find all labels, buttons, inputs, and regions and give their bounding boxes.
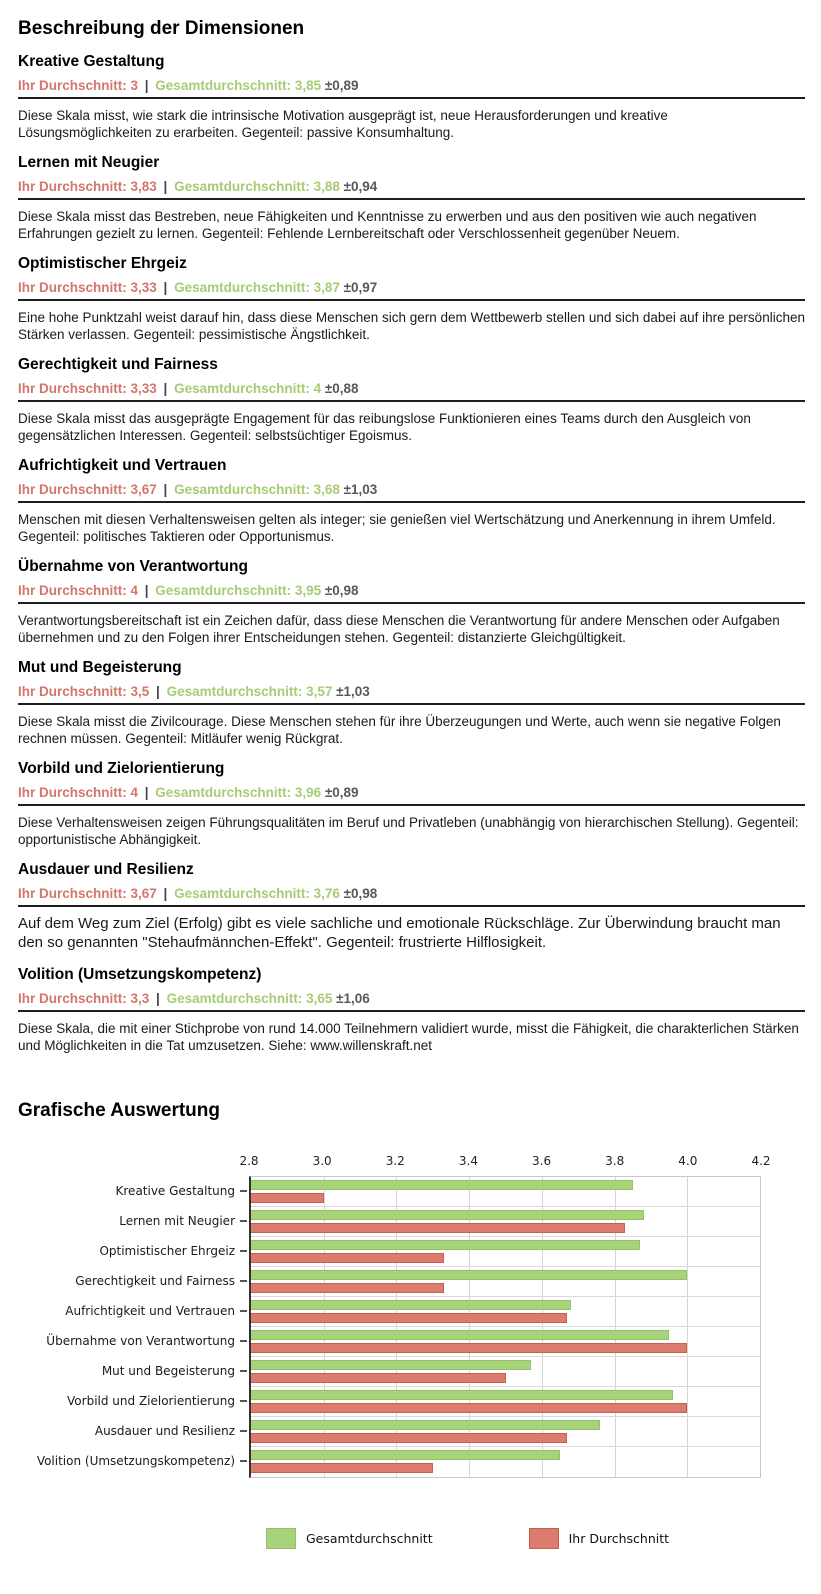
stats-line (18, 381, 805, 396)
x-tick-label: 4.2 (751, 1153, 771, 1168)
bar-overall-average (251, 1450, 560, 1460)
x-axis (239, 1153, 771, 1176)
stddev-value: ±0,98 (321, 583, 359, 598)
stats-separator: | (141, 78, 153, 93)
x-tick-label: 4.0 (678, 1153, 698, 1168)
stats-separator: | (159, 179, 172, 194)
section-heading: Aufrichtigkeit und Vertrauen (18, 457, 227, 474)
bar-your-average (251, 1373, 506, 1383)
category-label: Volition (Umsetzungskompetenz) (36, 1453, 235, 1468)
category-tick-mark (240, 1340, 247, 1342)
category-label-row (18, 1266, 249, 1296)
section-description: Diese Verhaltensweisen zeigen Führungsqualitäten im Beruf und Privatleben (unabhängig von hierarchischen Stellung). Gegenteil: opportunistische Abhängigkeit. (18, 815, 799, 847)
x-tick-label: 3.6 (532, 1153, 552, 1168)
section-divider (18, 602, 805, 604)
bar-overall-average (251, 1300, 571, 1310)
category-tick-mark (240, 1370, 247, 1372)
bar-your-average (251, 1463, 433, 1473)
category-label: Aufrichtigkeit und Vertrauen (65, 1303, 235, 1318)
category-label-row (18, 1176, 249, 1206)
page-title: Beschreibung der Dimensionen (18, 18, 305, 39)
category-label: Optimistischer Ehrgeiz (99, 1243, 235, 1258)
dimension-section (18, 457, 805, 545)
bar-overall-average (251, 1390, 673, 1400)
section-description: Diese Skala misst, wie stark die intrinsische Motivation ausgeprägt ist, neue Herausforderungen und kreative Lösungsmöglichkeiten zu erarbeiten. Gegenteil: passive Konsumhaltung. (18, 108, 668, 140)
category-tick-mark (240, 1460, 247, 1462)
your-average-value: Ihr Durchschnitt: 3,83 (18, 179, 157, 194)
chart-row (251, 1417, 760, 1447)
overall-average-value: Gesamtdurchschnitt: 3,76 (174, 886, 340, 901)
category-tick-mark (240, 1400, 247, 1402)
your-average-value: Ihr Durchschnitt: 3,33 (18, 381, 157, 396)
category-label-row (18, 1236, 249, 1266)
category-tick-mark (240, 1310, 247, 1312)
your-average-value: Ihr Durchschnitt: 3,67 (18, 886, 157, 901)
stats-separator: | (152, 990, 164, 1006)
dimension-section (18, 558, 805, 646)
legend-label: Ihr Durchschnitt (568, 1530, 670, 1546)
section-divider (18, 703, 805, 705)
bar-your-average (251, 1313, 567, 1323)
x-tick-label: 3.8 (605, 1153, 625, 1168)
x-tick-label: 2.8 (239, 1153, 259, 1168)
overall-average-value: Gesamtdurchschnitt: 3,87 (174, 280, 340, 295)
category-label: Mut und Begeisterung (101, 1363, 235, 1378)
stddev-value: ±1,06 (332, 990, 370, 1006)
section-description: Verantwortungsbereitschaft ist ein Zeichen dafür, dass diese Menschen die Verantwortung für andere Menschen oder Aufgaben übernehmen und zu den Folgen ihrer Entscheidungen stehen. Gegenteil: distanzierte Gleichgültigkeit. (18, 613, 780, 645)
x-tick-label: 3.0 (312, 1153, 332, 1168)
bar-your-average (251, 1223, 625, 1233)
legend-swatch (529, 1528, 559, 1549)
section-divider (18, 97, 805, 99)
section-heading: Übernahme von Verantwortung (18, 558, 248, 575)
your-average-value: Ihr Durchschnitt: 3,33 (18, 280, 157, 295)
category-label-row (18, 1446, 249, 1476)
bar-overall-average (251, 1360, 531, 1370)
category-label: Kreative Gestaltung (115, 1183, 235, 1198)
bar-your-average (251, 1433, 567, 1443)
stddev-value: ±0,89 (321, 78, 359, 93)
category-tick-mark (240, 1280, 247, 1282)
dimension-section (18, 659, 805, 747)
your-average-value: Ihr Durchschnitt: 3 (18, 78, 139, 93)
category-label: Ausdauer und Resilienz (94, 1423, 235, 1438)
section-description: Menschen mit diesen Verhaltensweisen gelten als integer; sie genießen viel Wertschätzung und Anerkennung in ihrem Umfeld. Gegenteil: politisches Taktieren oder Opportunismus. (18, 512, 776, 544)
stddev-value: ±0,98 (339, 886, 378, 901)
stddev-value: ±0,88 (321, 381, 359, 396)
bar-overall-average (251, 1270, 687, 1280)
category-label: Vorbild und Zielorientierung (67, 1393, 235, 1408)
category-tick-mark (240, 1220, 247, 1222)
stats-line (18, 280, 805, 295)
bar-your-average (251, 1193, 324, 1203)
your-average-value: Ihr Durchschnitt: 4 (18, 785, 139, 800)
stats-separator: | (141, 583, 153, 598)
overall-average-value: Gesamtdurchschnitt: 3,57 (166, 684, 333, 699)
section-description: Diese Skala misst die Zivilcourage. Diese Menschen stehen für ihre Überzeugungen und Werte, auch wenn sie negative Folgen rechnen müssen. Gegenteil: Mitläufer wenig Rückgrat. (18, 714, 781, 746)
plot-area (249, 1176, 761, 1478)
legend-item (266, 1528, 433, 1549)
chart-legend (96, 1528, 821, 1549)
legend-item (529, 1528, 669, 1549)
stats-line (18, 991, 805, 1006)
section-description: Diese Skala, die mit einer Stichprobe von rund 14.000 Teilnehmern validiert wurde, misst die Fähigkeit, die charakterlichen Stärken und Möglichkeiten in die Tat umzusetzen. Siehe: www.willenskraft.net (18, 1020, 799, 1053)
section-divider (18, 905, 805, 907)
chart-row (251, 1237, 760, 1267)
dimension-section (18, 154, 805, 242)
bar-your-average (251, 1403, 687, 1413)
section-heading: Optimistischer Ehrgeiz (18, 255, 187, 272)
chart-corner-spacer (18, 1154, 249, 1176)
bar-overall-average (251, 1330, 669, 1340)
stddev-value: ±0,89 (321, 785, 359, 800)
x-tick-label: 3.4 (458, 1153, 478, 1168)
stats-separator: | (159, 482, 172, 497)
category-label-row (18, 1356, 249, 1386)
chart-grid (18, 1153, 771, 1478)
bar-your-average (251, 1283, 444, 1293)
dimension-section (18, 53, 805, 141)
section-heading: Ausdauer und Resilienz (18, 861, 194, 878)
overall-average-value: Gesamtdurchschnitt: 3,96 (155, 785, 322, 800)
category-tick-mark (240, 1430, 247, 1432)
stats-line (18, 583, 805, 598)
section-heading: Vorbild und Zielorientierung (18, 760, 225, 777)
stats-line (18, 78, 805, 93)
dimension-section (18, 356, 805, 444)
section-heading: Gerechtigkeit und Fairness (18, 356, 218, 373)
stddev-value: ±0,97 (339, 280, 378, 295)
chart-row (251, 1447, 760, 1477)
chart-row (251, 1387, 760, 1417)
stats-separator: | (141, 785, 153, 800)
category-label: Übernahme von Verantwortung (46, 1333, 235, 1348)
stats-line (18, 482, 805, 497)
section-description: Diese Skala misst das Bestreben, neue Fähigkeiten und Kenntnisse zu erwerben und aus den positiven wie auch negativen Erfahrungen gezielt zu lernen. Gegenteil: Fehlende Lernbereitschaft oder Verschlossenheit gegenüber Neuem. (18, 209, 757, 241)
bar-your-average (251, 1343, 687, 1353)
category-label-row (18, 1326, 249, 1356)
legend-swatch (266, 1528, 296, 1549)
dimension-section (18, 861, 805, 953)
section-divider (18, 299, 805, 301)
dimension-section (18, 966, 805, 1054)
bar-overall-average (251, 1240, 640, 1250)
section-heading: Mut und Begeisterung (18, 659, 182, 676)
category-label-row (18, 1386, 249, 1416)
y-axis-labels (18, 1176, 249, 1478)
legend-label: Gesamtdurchschnitt (305, 1530, 433, 1546)
stats-line (18, 684, 805, 699)
stats-line (18, 179, 805, 194)
chart-row (251, 1177, 760, 1207)
chart-row (251, 1267, 760, 1297)
bar-chart (18, 1153, 771, 1549)
category-label: Lernen mit Neugier (119, 1213, 235, 1228)
stddev-value: ±1,03 (332, 684, 370, 699)
stats-separator: | (159, 280, 172, 295)
stddev-value: ±1,03 (339, 482, 378, 497)
chart-row (251, 1207, 760, 1237)
category-label-row (18, 1206, 249, 1236)
overall-average-value: Gesamtdurchschnitt: 3,88 (174, 179, 340, 194)
category-label-row (18, 1296, 249, 1326)
section-divider (18, 400, 805, 402)
category-label: Gerechtigkeit und Fairness (75, 1273, 235, 1288)
overall-average-value: Gesamtdurchschnitt: 4 (174, 381, 322, 396)
bar-overall-average (251, 1180, 633, 1190)
stats-separator: | (159, 886, 172, 901)
overall-average-value: Gesamtdurchschnitt: 3,65 (166, 990, 333, 1006)
your-average-value: Ihr Durchschnitt: 4 (18, 583, 139, 598)
dimension-sections (18, 53, 805, 1054)
section-description: Auf dem Weg zum Ziel (Erfolg) gibt es viele sachliche und emotionale Rückschläge. Zur Überwindung braucht man den so genannten "Stehaufmännchen-Effekt". Gegenteil: frustrierte Hilflosigkeit. (18, 915, 781, 951)
section-heading: Volition (Umsetzungskompetenz) (18, 965, 262, 983)
your-average-value: Ihr Durchschnitt: 3,67 (18, 482, 157, 497)
section-divider (18, 501, 805, 503)
chart-row (251, 1357, 760, 1387)
overall-average-value: Gesamtdurchschnitt: 3,95 (155, 583, 322, 598)
section-divider (18, 1010, 805, 1012)
stats-separator: | (159, 381, 172, 396)
bar-your-average (251, 1253, 444, 1263)
stats-line (18, 785, 805, 800)
chart-row (251, 1327, 760, 1357)
overall-average-value: Gesamtdurchschnitt: 3,85 (155, 78, 322, 93)
section-divider (18, 804, 805, 806)
your-average-value: Ihr Durchschnitt: 3,5 (18, 684, 150, 699)
stats-line (18, 886, 805, 901)
chart-row (251, 1297, 760, 1327)
section-heading: Kreative Gestaltung (18, 53, 165, 70)
bar-overall-average (251, 1210, 644, 1220)
x-tick-label: 3.2 (385, 1153, 405, 1168)
dimension-section (18, 255, 805, 343)
overall-average-value: Gesamtdurchschnitt: 3,68 (174, 482, 340, 497)
chart-section-title: Grafische Auswertung (18, 1099, 221, 1121)
bar-overall-average (251, 1420, 600, 1430)
your-average-value: Ihr Durchschnitt: 3,3 (18, 990, 150, 1006)
dimension-section (18, 760, 805, 848)
category-label-row (18, 1416, 249, 1446)
category-tick-mark (240, 1190, 247, 1192)
section-heading: Lernen mit Neugier (18, 154, 160, 171)
stddev-value: ±0,94 (339, 179, 378, 194)
section-description: Diese Skala misst das ausgeprägte Engagement für das reibungslose Funktionieren eines Teams durch den Ausgleich von gegensätzlichen Interessen. Gegenteil: selbstsüchtiger Egoismus. (18, 411, 751, 443)
section-description: Eine hohe Punktzahl weist darauf hin, dass diese Menschen sich gern dem Wettbewerb stellen und sich dabei auf ihre persönlichen Stärken verlassen. Gegenteil: pessimistische Ängstlichkeit. (18, 310, 805, 342)
section-divider (18, 198, 805, 200)
stats-separator: | (152, 684, 164, 699)
category-tick-mark (240, 1250, 247, 1252)
